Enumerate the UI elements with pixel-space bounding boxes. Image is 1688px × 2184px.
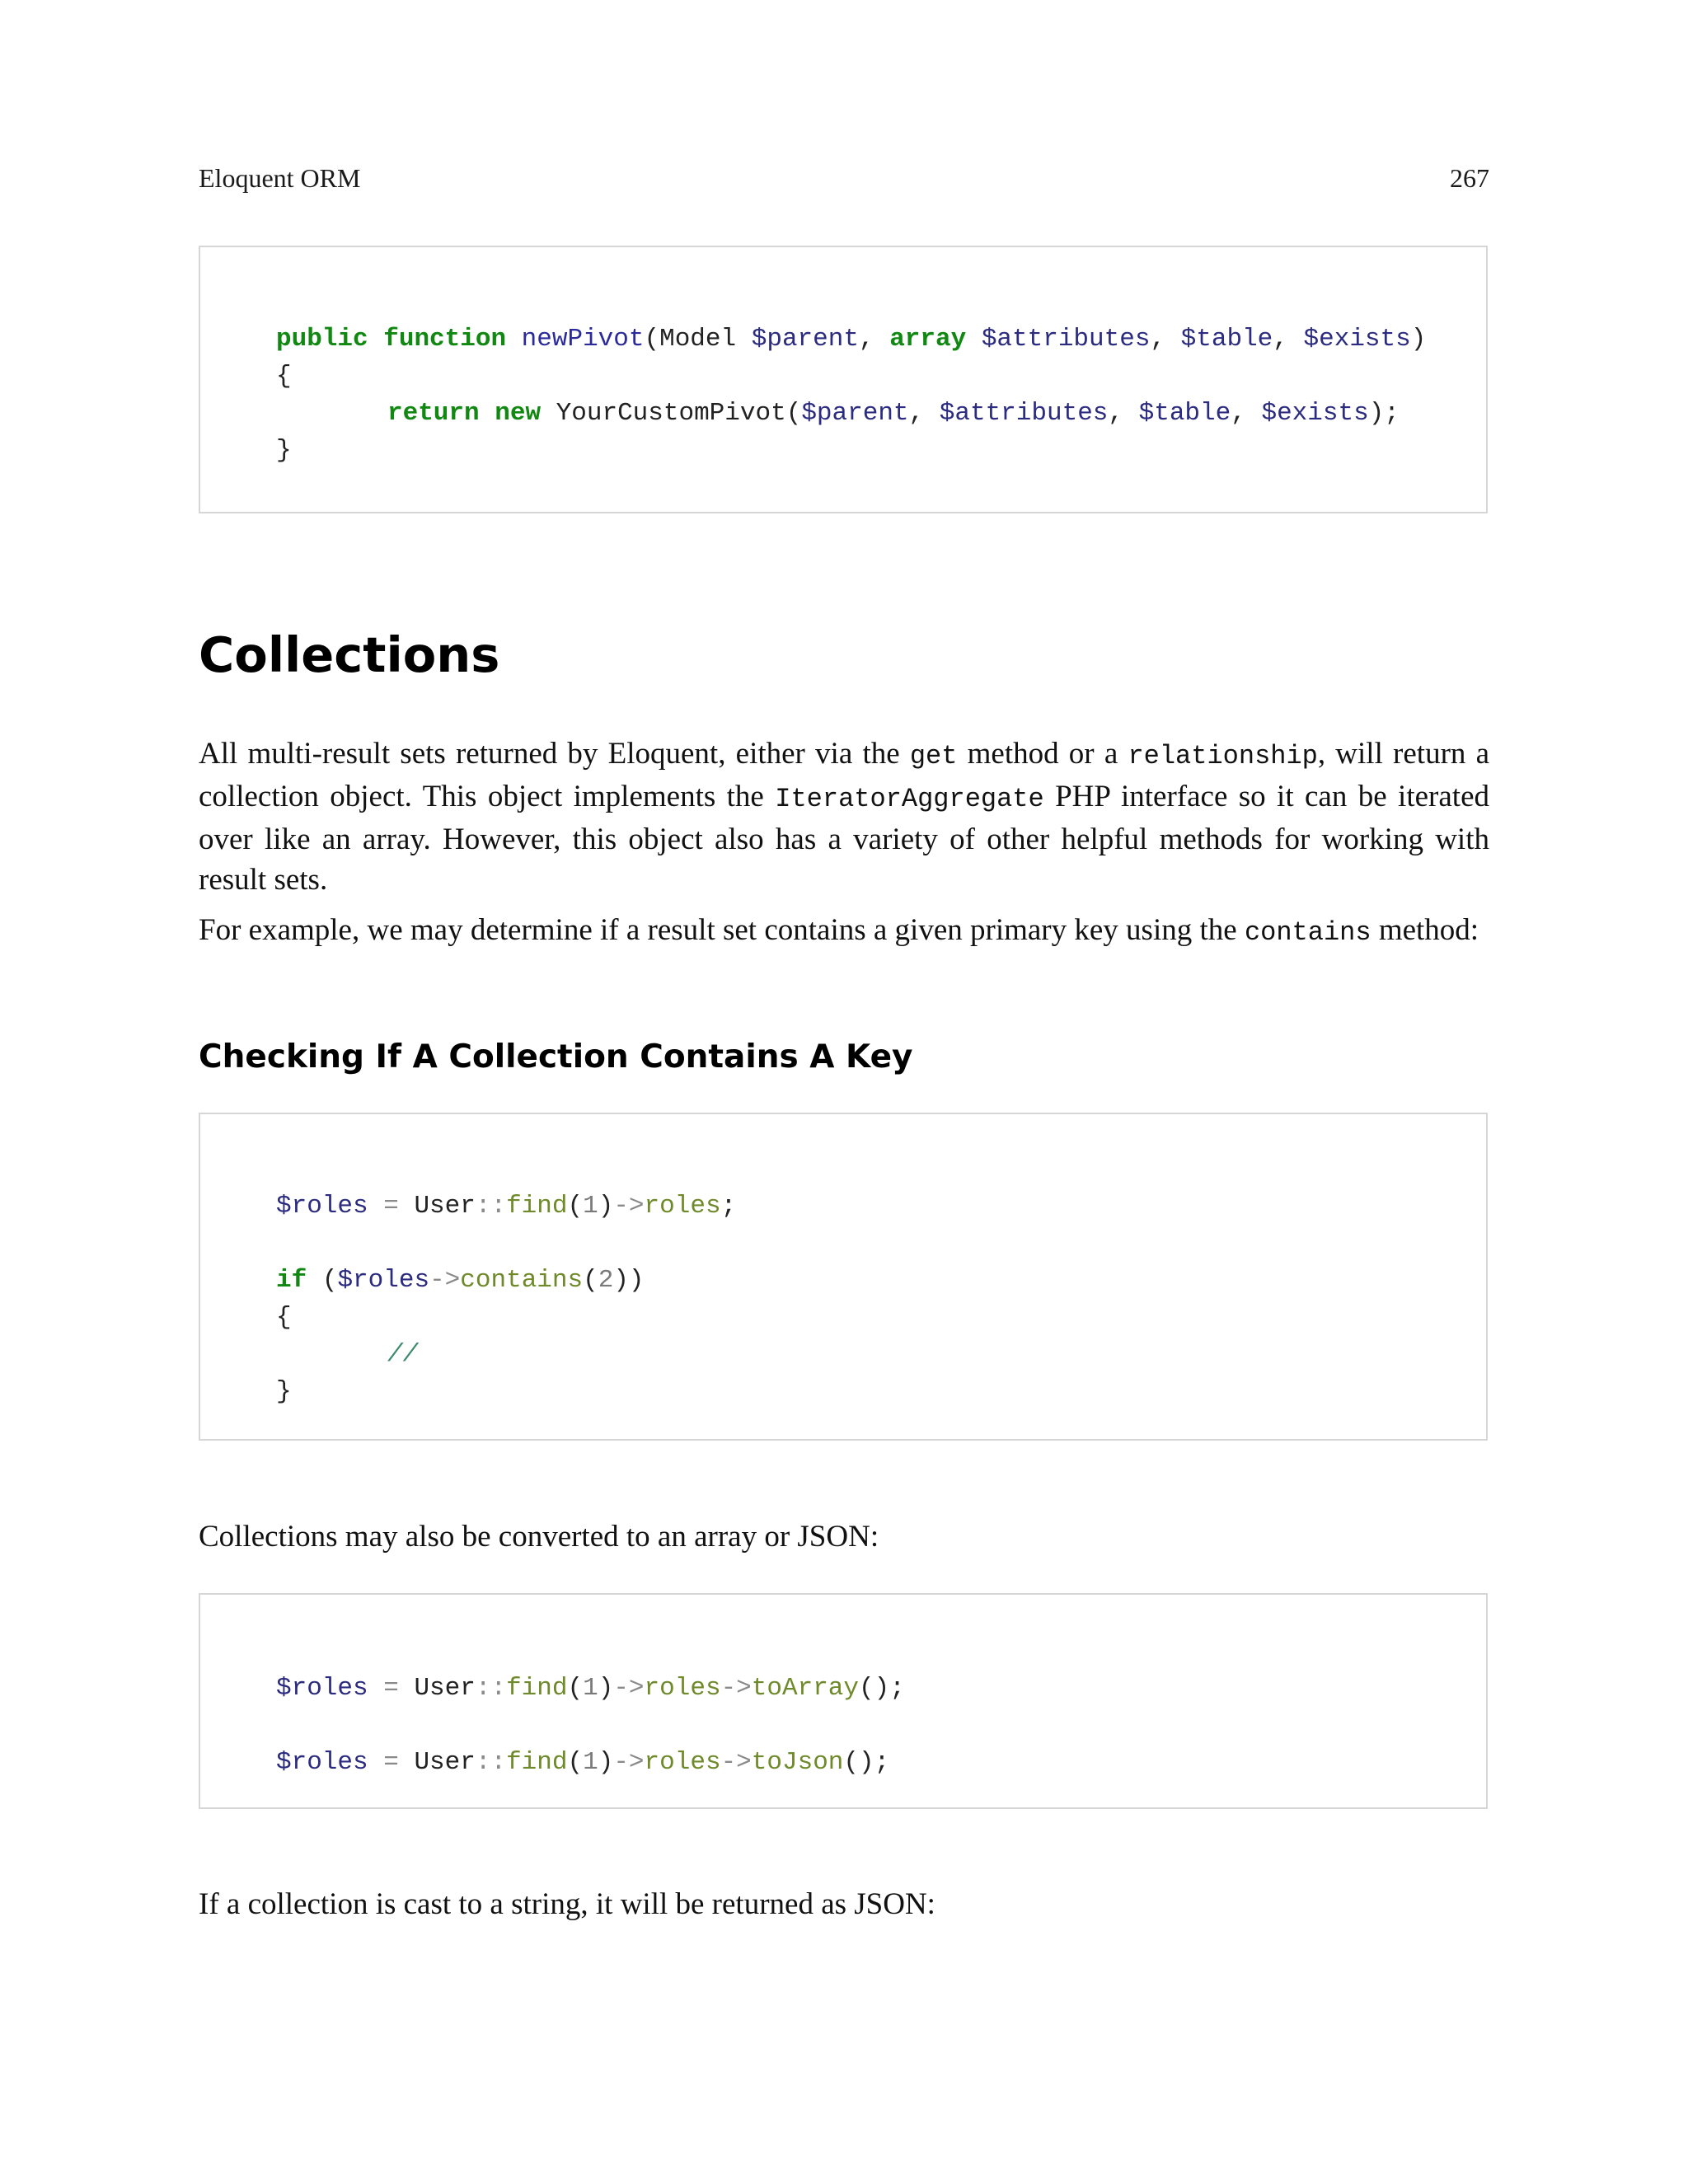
section-heading: Collections xyxy=(199,626,500,683)
number: 1 xyxy=(583,1748,598,1777)
variable: $exists xyxy=(1303,325,1411,354)
method: toArray xyxy=(751,1674,860,1703)
method: toJson xyxy=(751,1748,844,1777)
code-text: , xyxy=(1273,325,1304,354)
code-line: { xyxy=(276,1303,292,1332)
subsection-heading: Checking If A Collection Contains A Key xyxy=(199,1038,913,1076)
class-name: User xyxy=(414,1674,476,1703)
paragraph-contains-example xyxy=(199,910,1489,953)
code-line: } xyxy=(276,1377,292,1406)
variable: $attributes xyxy=(939,399,1109,428)
operator: :: xyxy=(475,1674,507,1703)
code-line xyxy=(387,396,1400,432)
operator: -> xyxy=(429,1266,461,1295)
operator: :: xyxy=(475,1192,507,1221)
inline-code: contains xyxy=(1244,917,1372,948)
method: find xyxy=(506,1192,568,1221)
variable: $table xyxy=(1180,325,1273,354)
variable: $roles xyxy=(337,1266,430,1295)
code-block-new-pivot xyxy=(199,246,1488,513)
operator: -> xyxy=(720,1748,752,1777)
keyword: return xyxy=(387,399,480,428)
variable: $parent xyxy=(751,325,859,354)
code-line xyxy=(276,1263,645,1299)
keyword: function xyxy=(383,325,507,354)
variable: $roles xyxy=(276,1192,368,1221)
method: roles xyxy=(644,1748,721,1777)
keyword: if xyxy=(276,1266,307,1295)
code-text: , xyxy=(1231,399,1262,428)
code-text: ( xyxy=(567,1192,584,1221)
keyword: new xyxy=(495,399,542,428)
code-text: ) xyxy=(598,1748,614,1777)
variable: $table xyxy=(1138,399,1231,428)
code-text: ) xyxy=(598,1192,614,1221)
code-text: , xyxy=(1108,399,1139,428)
class-name: User xyxy=(414,1748,476,1777)
code-text: ( xyxy=(307,1266,338,1295)
function-name: newPivot xyxy=(521,325,645,354)
chapter-title: Eloquent ORM xyxy=(199,163,361,193)
code-text: ); xyxy=(1368,399,1400,428)
variable: $roles xyxy=(276,1674,368,1703)
text: PHP interface so it can be iterated over like an array. However, this object also has a variety of other helpful methods for working with result sets. xyxy=(199,780,1489,897)
operator: = xyxy=(368,1674,415,1703)
variable: $parent xyxy=(801,399,909,428)
code-block-convert xyxy=(199,1593,1488,1809)
code-line xyxy=(276,321,1426,358)
keyword: array xyxy=(889,325,967,354)
operator: -> xyxy=(613,1192,645,1221)
operator: -> xyxy=(613,1674,645,1703)
text: method or a xyxy=(957,737,1128,771)
operator: :: xyxy=(475,1748,507,1777)
variable: $roles xyxy=(276,1748,368,1777)
operator: -> xyxy=(720,1674,752,1703)
page-number: 267 xyxy=(1450,163,1489,193)
code-line xyxy=(276,1745,889,1781)
code-block-contains xyxy=(199,1113,1488,1441)
code-line: { xyxy=(276,362,292,391)
code-text: ( xyxy=(583,1266,598,1295)
variable: $attributes xyxy=(981,325,1151,354)
method: contains xyxy=(460,1266,584,1295)
text: All multi-result sets returned by Eloquent, either via the xyxy=(199,737,910,771)
code-text: , xyxy=(1150,325,1181,354)
code-text: ( xyxy=(567,1748,584,1777)
code-text: )) xyxy=(613,1266,645,1295)
operator: = xyxy=(368,1192,415,1221)
code-text xyxy=(966,325,982,354)
text: method: xyxy=(1371,913,1479,947)
code-text: ) xyxy=(1410,325,1427,354)
code-text: ) xyxy=(598,1674,614,1703)
code-text: , xyxy=(908,399,940,428)
paragraph-collections-intro xyxy=(199,733,1489,900)
code-text: YourCustomPivot( xyxy=(556,399,802,428)
inline-code: relationship xyxy=(1128,741,1318,771)
code-line xyxy=(276,1188,736,1225)
code-text: ; xyxy=(720,1192,737,1221)
keyword: public xyxy=(276,325,368,354)
code-text: (); xyxy=(843,1748,890,1777)
code-comment: // xyxy=(387,1340,419,1369)
method: find xyxy=(506,1674,568,1703)
method: roles xyxy=(644,1674,721,1703)
code-line xyxy=(276,1671,905,1707)
number: 2 xyxy=(598,1266,614,1295)
code-text: ( xyxy=(567,1674,584,1703)
operator: = xyxy=(368,1748,415,1777)
method: roles xyxy=(644,1192,721,1221)
paragraph-convert: Collections may also be converted to an array or JSON: xyxy=(199,1520,879,1554)
text: , will return a collection object. This object implements the xyxy=(199,737,1490,813)
inline-code: get xyxy=(909,741,958,771)
operator: -> xyxy=(613,1748,645,1777)
code-line: } xyxy=(276,436,292,465)
code-text: (Model xyxy=(644,325,752,354)
code-text: (); xyxy=(859,1674,905,1703)
paragraph-cast-string: If a collection is cast to a string, it will be returned as JSON: xyxy=(199,1887,935,1921)
method: find xyxy=(506,1748,568,1777)
text: For example, we may determine if a result set contains a given primary key using the xyxy=(199,913,1245,947)
number: 1 xyxy=(583,1192,598,1221)
number: 1 xyxy=(583,1674,598,1703)
code-text: , xyxy=(858,325,890,354)
inline-code: IteratorAggregate xyxy=(775,784,1044,814)
running-header xyxy=(199,162,1489,194)
variable: $exists xyxy=(1261,399,1369,428)
class-name: User xyxy=(414,1192,476,1221)
